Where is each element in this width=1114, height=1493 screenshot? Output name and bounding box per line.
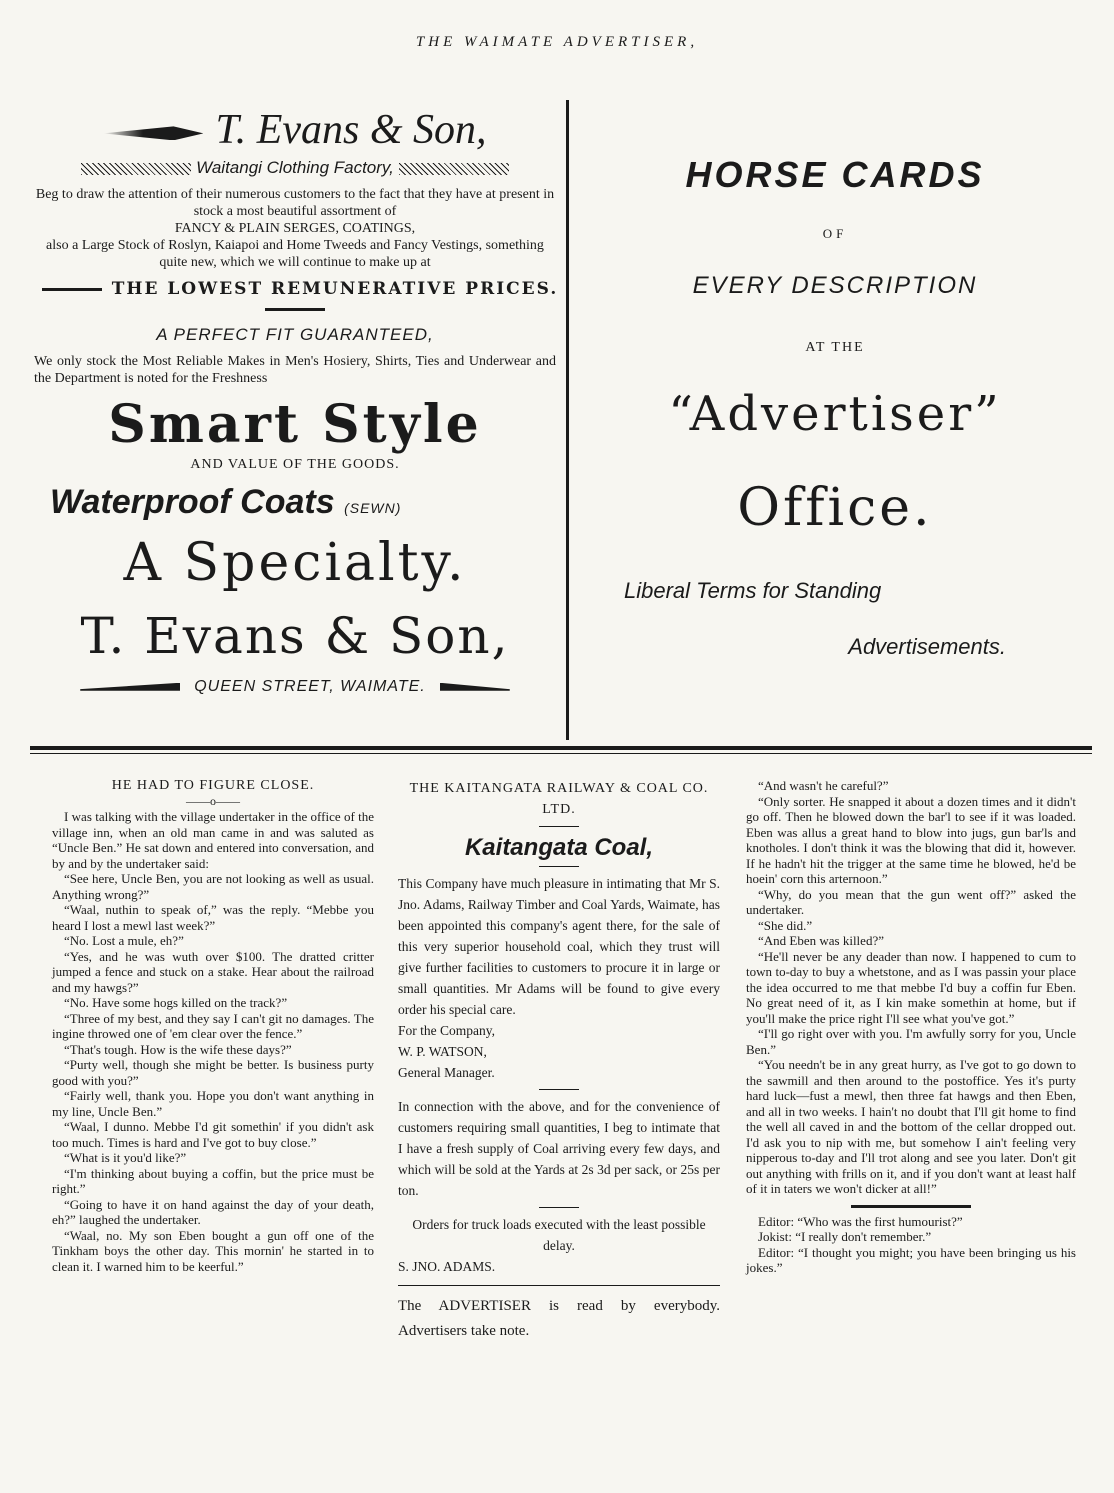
every-description: EVERY DESCRIPTION bbox=[692, 272, 978, 299]
short-rule bbox=[539, 1089, 579, 1090]
evans-title bbox=[30, 106, 560, 154]
horse-cards-title: HORSE CARDS bbox=[685, 154, 985, 195]
queen-street bbox=[30, 678, 560, 696]
for-the-company: For the Company, bbox=[398, 1023, 495, 1038]
of-line: OF bbox=[822, 226, 848, 241]
section-rule-thin bbox=[30, 753, 1092, 754]
evans-advertisement bbox=[30, 100, 560, 740]
story-paragraph: “No. Have some hogs killed on the track?” bbox=[64, 995, 288, 1010]
smart-style: Smart Style bbox=[108, 394, 482, 455]
orders-line: Orders for truck loads executed with the least possible delay. bbox=[412, 1217, 706, 1253]
waterproof-coats bbox=[30, 483, 560, 522]
story-paragraph: “Three of my best, and they say I can't git no damages. The ingine throwed one of 'em clear over the fence.” bbox=[52, 1010, 374, 1041]
section-rule bbox=[30, 746, 1092, 750]
story-paragraph: “Going to have it on hand against the day of your death, eh?” laughed the undertaker. bbox=[52, 1196, 374, 1227]
arrow-icon bbox=[265, 308, 325, 311]
evans-body-3: also a Large Stock of Roslyn, Kaiapoi and Home Tweeds and Fancy Vestings, something quite new, which we will continue to make up at bbox=[46, 238, 544, 270]
pointing-hand-icon bbox=[103, 126, 203, 140]
advertisements: Advertisements. bbox=[848, 634, 1006, 659]
hatch-ornament-left bbox=[81, 163, 191, 175]
wedge-ornament-left bbox=[80, 683, 180, 691]
story-paragraph: “You needn't be in any great hurry, as I've got to go down to the sawmill and then around to the postoffice. Yes it's purty hard luck—fust a mewl, then three fat hawgs and then Eben, and all in two weeks. I hain't no doubt that I'll git home to find the well all caved in and the bottom of the cellar dropped out. I'd ask you to nip with me, but somehow I ain't feeling very nipperous to-day and I'll trot along and see you later. Don't git out anything with frills on it, and if you don't want at least half of it in taters we won't dicker at all!” bbox=[746, 1057, 1076, 1196]
story-paragraph: “Purty well, though she might be better. Is business purty good with you?” bbox=[52, 1057, 374, 1088]
sewn-text: (SEWN) bbox=[344, 500, 402, 516]
wedge-ornament-right bbox=[440, 683, 510, 691]
value-line: AND VALUE OF THE GOODS. bbox=[190, 457, 400, 472]
evans-big-title: T. Evans & Son, bbox=[80, 607, 510, 665]
story-paragraph: “And Eben was killed?” bbox=[758, 933, 884, 948]
story-paragraph: “Fairly well, thank you. Hope you don't want anything in my line, Uncle Ben.” bbox=[52, 1088, 374, 1119]
story-paragraph: “Waal, nuthin to speak of,” was the reply. “Mebbe you heard I lost a mewl last week?” bbox=[52, 902, 374, 933]
factory-text: Waitangi Clothing Factory, bbox=[196, 158, 394, 177]
evans-body-2: FANCY & PLAIN SERGES, COATINGS, bbox=[174, 221, 416, 236]
joke-line: Editor: “I thought you might; you have been bringing us his jokes.” bbox=[746, 1244, 1076, 1275]
arrow-icon bbox=[42, 288, 102, 291]
lowest-prices bbox=[30, 279, 560, 319]
watson-signature: W. P. WATSON, bbox=[398, 1044, 487, 1059]
story-paragraph: “Waal, no. My son Eben bought a gun off one of the Tinkham boys the other day. This mornin' he started in to clean it. I warned him to be keerful.” bbox=[52, 1227, 374, 1274]
coal-paragraph-2: In connection with the above, and for the convenience of customers requiring small quantities, I beg to intimate that I have a fresh supply of Coal arriving every few days, and which will be sold at the Yards at 2s 3d per sack, or 25s per ton. bbox=[398, 1099, 720, 1198]
story-paragraph: “Yes, and he was wuth over $100. The dratted critter jumped a fence and stuck on a stake. Hear about the railroad and my hawgs?” bbox=[52, 948, 374, 995]
evans-body-1: Beg to draw the attention of their numerous customers to the fact that they have at present in stock a most beautiful assortment of bbox=[35, 187, 555, 219]
story-paragraph: “Waal, I dunno. Mebbe I'd git somethin' if you didn't ask too much. Times is hard and I've got to buy close.” bbox=[52, 1119, 374, 1150]
waterproof-text: Waterproof Coats bbox=[50, 483, 335, 521]
story-paragraph: “She did.” bbox=[758, 917, 813, 933]
horse-cards-advertisement bbox=[580, 100, 1090, 740]
story-paragraph: “He'll never be any deader than now. I happened to cum to town to-day to buy a whetstone, and as I was passin your place the idea occurred to me that mebbe I'd buy a coffin fur Eben. No great need of it, as I kin make somethin at home, but if you'll make the price right I'll see what you've got.” bbox=[746, 948, 1076, 1026]
story-paragraph: I was talking with the village undertaker in the office of the village inn, when an old man came in and was saluted as “Uncle Ben.” He sat down and entered into conversation, and by and by the undertaker said: bbox=[52, 809, 374, 871]
general-manager: General Manager. bbox=[398, 1065, 495, 1080]
masthead: THE WAIMATE ADVERTISER, bbox=[415, 34, 699, 50]
evans-title-text: T. Evans & Son, bbox=[215, 107, 487, 153]
coal-paragraph-1: This Company have much pleasure in intimating that Mr S. Jno. Adams, Railway Timber and Coal Yards, Waimate, has been appointed this company's agent there, for the sale of this very superior household coal, which they trust will give further facilities to customers to procure it in large or small quantities. Mr Adams will be found to give every order his special care. bbox=[398, 876, 720, 1017]
story-paragraph: “I'm thinking about buying a coffin, but the price must be right.” bbox=[52, 1165, 374, 1196]
story-paragraph: “Why, do you mean that the gun went off?” asked the undertaker. bbox=[746, 886, 1076, 917]
lowest-prices-text: THE LOWEST REMUNERATIVE PRICES. bbox=[111, 279, 559, 299]
short-rule bbox=[539, 1207, 579, 1208]
adams-signature: S. JNO. ADAMS. bbox=[398, 1259, 496, 1274]
evans-body-4: We only stock the Most Reliable Makes in Men's Hosiery, Shirts, Ties and Underwear and the Department is noted for the Freshness bbox=[34, 354, 556, 386]
long-rule bbox=[398, 1285, 720, 1286]
story-paragraph: “See here, Uncle Ben, you are not looking as well as usual. Anything wrong?” bbox=[52, 871, 374, 902]
story-heading: HE HAD TO FIGURE CLOSE. bbox=[111, 778, 315, 793]
story-paragraph: “Only sorter. He snapped it about a dozen times and it didn't go off. Then he blowed down the bar'l to see if it was loaded. Eben was allus a great hand to blow into jugs, gun bar'ls and knotholes. I don't think it was the blowing that did it, however. If he hadn't hit the trigger at the same time he blowed, he'd be hoein' corn this arternoon.” bbox=[746, 793, 1076, 886]
story-column bbox=[52, 778, 374, 1274]
at-the: AT THE bbox=[805, 340, 865, 355]
coal-column bbox=[398, 778, 720, 1344]
joke-line: Editor: “Who was the first humourist?” bbox=[758, 1213, 963, 1229]
vertical-rule bbox=[566, 100, 569, 740]
perfect-fit: A PERFECT FIT GUARANTEED, bbox=[156, 325, 434, 344]
story-paragraph: “No. Lost a mule, eh?” bbox=[64, 933, 184, 948]
office-title: Office. bbox=[737, 478, 933, 538]
kaitangata-coal-title: Kaitangata Coal, bbox=[464, 834, 654, 861]
story-paragraph: “What is it you'd like?” bbox=[64, 1150, 187, 1165]
advertiser-note: The ADVERTISER is read by everybody. Advertisers take note. bbox=[398, 1298, 720, 1339]
specialty: A Specialty. bbox=[123, 533, 467, 593]
double-rule bbox=[851, 1205, 971, 1208]
queen-street-text: QUEEN STREET, WAIMATE. bbox=[194, 678, 426, 695]
story-continued-column bbox=[746, 778, 1076, 1276]
short-rule bbox=[539, 866, 579, 867]
hatch-ornament-right bbox=[399, 163, 509, 175]
liberal-terms: Liberal Terms for Standing bbox=[624, 578, 882, 603]
short-rule bbox=[539, 826, 579, 827]
coal-company-heading: THE KAITANGATA RAILWAY & COAL CO. LTD. bbox=[409, 781, 709, 817]
story-divider: ——o—— bbox=[186, 793, 240, 808]
story-paragraph: “And wasn't he careful?” bbox=[758, 778, 889, 793]
story-paragraph: “That's tough. How is the wife these days?” bbox=[64, 1041, 292, 1057]
story-paragraph: “I'll go right over with you. I'm awfully sorry for you, Uncle Ben.” bbox=[746, 1026, 1076, 1057]
joke-line: Jokist: “I really don't remember.” bbox=[758, 1229, 932, 1244]
advertiser-title: “Advertiser” bbox=[668, 386, 1002, 442]
factory-line bbox=[30, 158, 560, 178]
